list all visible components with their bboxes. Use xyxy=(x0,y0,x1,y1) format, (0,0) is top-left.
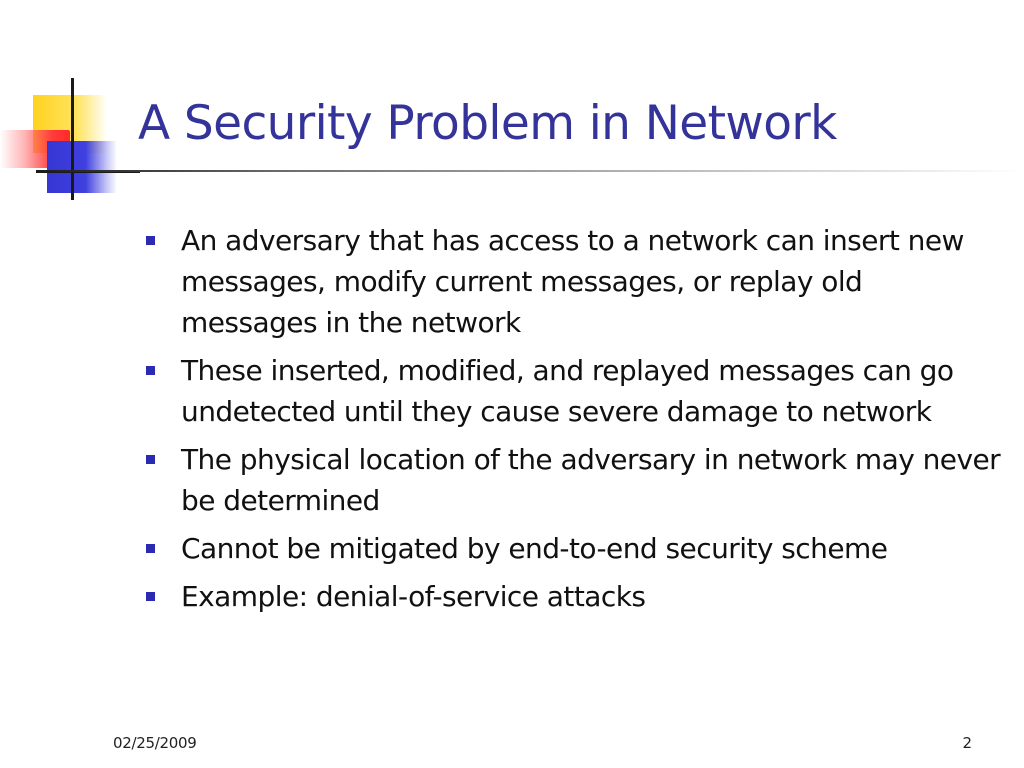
square-bullet-icon xyxy=(146,236,155,245)
bullet-text: An adversary that has access to a network can insert new messages, modify current messages, or replay old messages in the network xyxy=(181,224,964,339)
bullet-item xyxy=(146,220,1006,343)
slide-title: A Security Problem in Network xyxy=(138,96,837,151)
square-bullet-icon xyxy=(146,592,155,601)
title-underline xyxy=(36,170,1024,172)
bullet-item xyxy=(146,350,1006,432)
logo-blue-square xyxy=(47,141,117,193)
bullet-list xyxy=(146,220,1006,624)
logo-vertical-line xyxy=(71,78,74,200)
square-bullet-icon xyxy=(146,366,155,375)
bullet-text: Example: denial-of-service attacks xyxy=(181,580,646,613)
bullet-item xyxy=(146,576,1006,617)
bullet-item xyxy=(146,528,1006,569)
square-bullet-icon xyxy=(146,455,155,464)
bullet-text: Cannot be mitigated by end-to-end security scheme xyxy=(181,532,888,565)
footer-date: 02/25/2009 xyxy=(113,734,197,752)
bullet-text: These inserted, modified, and replayed messages can go undetected until they cause severe damage to network xyxy=(181,354,954,428)
decorative-logo xyxy=(0,78,140,202)
square-bullet-icon xyxy=(146,544,155,553)
page-number: 2 xyxy=(962,734,972,752)
bullet-text: The physical location of the adversary in network may never be determined xyxy=(181,443,1001,517)
bullet-item xyxy=(146,439,1006,521)
